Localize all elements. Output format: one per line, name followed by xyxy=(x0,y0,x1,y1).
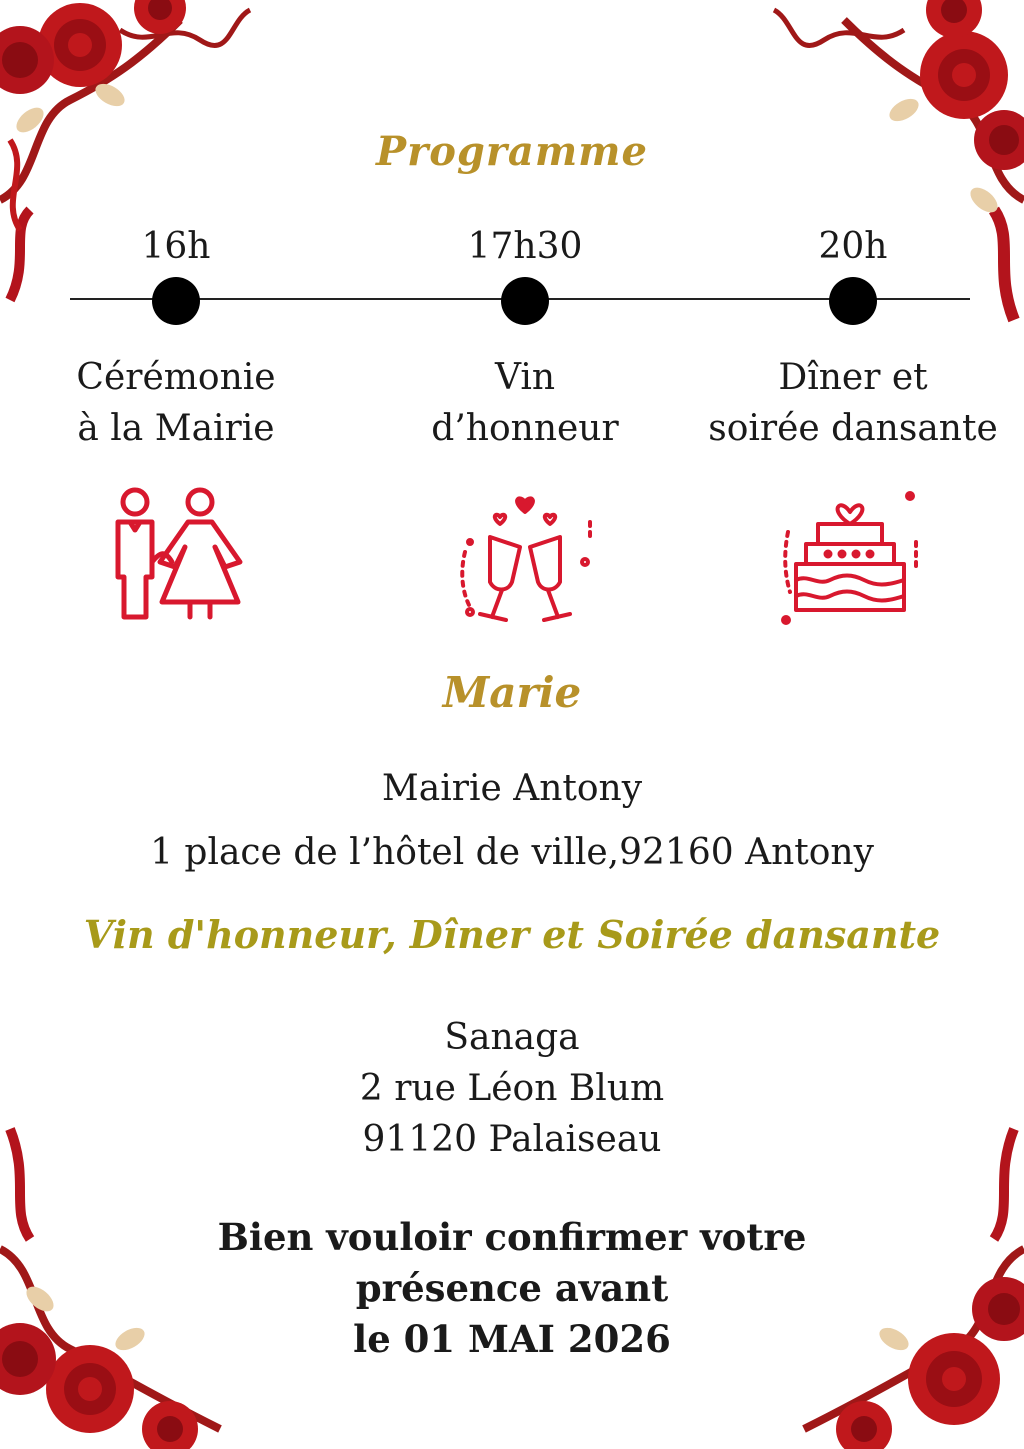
event-label-line: soirée dansante xyxy=(708,408,998,449)
mairie-title: Marie xyxy=(442,668,582,717)
reception-street: 2 rue Léon Blum xyxy=(359,1068,665,1109)
event-time: 20h xyxy=(818,226,888,267)
reception-title: Vin d'honneur, Dîner et Soirée dansante xyxy=(83,912,941,957)
rsvp-deadline: le 01 MAI 2026 xyxy=(353,1317,671,1361)
timeline-dot xyxy=(829,277,877,325)
reception-name: Sanaga xyxy=(444,1017,580,1058)
rsvp-note xyxy=(0,1212,1024,1365)
champagne-toast-icon xyxy=(450,482,600,632)
rsvp-line: Bien vouloir confirmer votre xyxy=(217,1215,807,1259)
reception-city: 91120 Palaiseau xyxy=(362,1119,662,1160)
event-label-line: Cérémonie xyxy=(76,357,276,398)
mairie-name: Mairie Antony xyxy=(381,768,643,809)
event-time: 17h30 xyxy=(467,226,583,267)
event-label-line: Dîner et xyxy=(778,357,928,398)
event-label-line: d’honneur xyxy=(431,408,619,449)
wedding-couple-icon xyxy=(100,482,250,632)
wedding-cake-icon xyxy=(778,482,928,632)
event-label-line: Vin xyxy=(494,357,556,398)
mairie-address: 1 place de l’hôtel de ville,92160 Antony xyxy=(150,832,874,873)
timeline-dot xyxy=(152,277,200,325)
event-label xyxy=(693,352,1013,454)
event-label xyxy=(16,352,336,454)
reception-address xyxy=(0,1012,1024,1165)
rsvp-line: présence avant xyxy=(355,1266,669,1310)
event-label-line: à la Mairie xyxy=(77,408,275,449)
event-label xyxy=(365,352,685,454)
programme-title: Programme xyxy=(376,128,648,175)
event-time: 16h xyxy=(141,226,211,267)
timeline-dot xyxy=(501,277,549,325)
